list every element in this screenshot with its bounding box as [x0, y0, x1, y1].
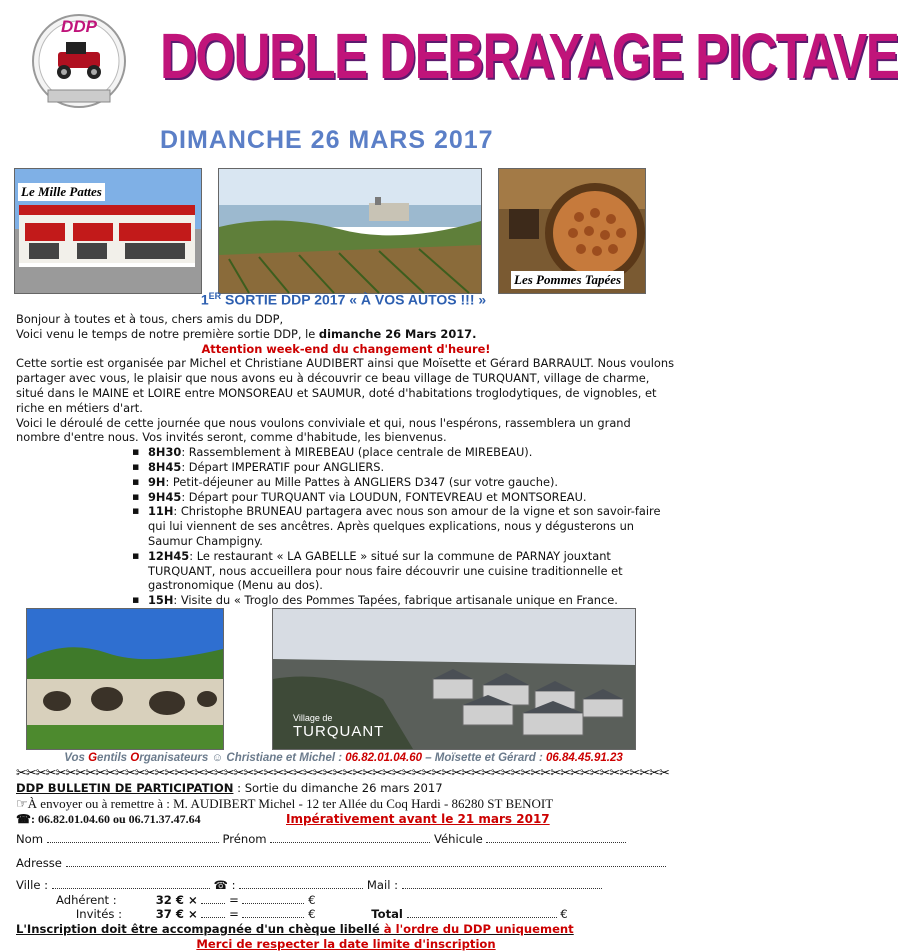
- organisers-paragraph: Cette sortie est organisée par Michel et Christiane AUDIBERT ainsi que Moïsette et Gérard BARRAULT. Nous voulons partager avec vous, le plaisir que nous avons eu à découvrir ce beau village de TURQUANT, village de charme, situé dans le MAINE et LOIRE entre MONSOREAU et SAUMUR, doté d'habitations troglodytiques, de vignobles, et riche en métiers d'art.: [16, 356, 674, 415]
- intro-line-date: dimanche 26 Mars 2017.: [318, 326, 477, 341]
- cut-line: ✂✂✂✂✂✂✂✂✂✂✂✂✂✂✂✂✂✂✂✂✂✂✂✂✂✂✂✂✂✂✂✂✂✂✂✂✂✂✂✂✂✂✂✂✂✂✂✂✂✂✂✂✂✂✂✂✂✂✂✂✂✂✂✂✂✂: [16, 766, 669, 781]
- org-rganisateurs: rganisateurs ☺ Christiane et Michel :: [139, 752, 346, 764]
- inscription-order: à l'ordre du DDP uniquement: [383, 922, 574, 936]
- schedule-time: 8H30: [148, 445, 182, 460]
- adherent-price: 32 € ×: [155, 893, 198, 907]
- adherent-row: [56, 893, 316, 907]
- inscription-text: L'Inscription doit être accompagnée d'un chèque libellé: [16, 922, 384, 936]
- inscription-note: [16, 922, 574, 936]
- schedule-item: [128, 475, 676, 490]
- vehicule-field[interactable]: [486, 832, 626, 843]
- event-date: DIMANCHE 26 MARS 2017: [160, 126, 494, 154]
- invites-qty[interactable]: [201, 907, 225, 918]
- contact-phones: ☎: 06.82.01.04.60 ou 06.71.37.47.64: [16, 812, 201, 826]
- name-row: [16, 832, 626, 846]
- troglo-photo: [26, 608, 224, 750]
- mail-label: Mail :: [366, 878, 399, 892]
- schedule-list: [16, 445, 676, 608]
- bulletin-heading: [16, 781, 443, 795]
- pommes-caption: Les Pommes Tapées: [511, 271, 624, 289]
- adherent-euro: €: [308, 893, 316, 907]
- city-row: [16, 878, 602, 892]
- schedule-text: : Départ pour TURQUANT via LOUDUN, FONTEVREAU et MONTSOREAU.: [181, 489, 587, 504]
- schedule-text: : Le restaurant « LA GABELLE » situé sur la commune de PARNAY jouxtant TURQUANT, nous accueillera pour nous faire découvrir une cuisine traditionnelle et gastronomique (Menu au dos).: [148, 548, 623, 593]
- logo-text: DDP: [61, 17, 97, 36]
- nom-field[interactable]: [47, 832, 219, 843]
- organizers-line: [0, 752, 687, 764]
- organizer-phone-1: 06.82.01.04.60: [345, 752, 423, 764]
- restaurant-photo: [14, 168, 202, 294]
- org-o: O: [130, 752, 140, 764]
- total-euro: €: [560, 907, 568, 921]
- adresse-field[interactable]: [66, 856, 666, 867]
- schedule-text: : Visite du « Troglo des Pommes Tapées, fabrique artisanale unique en France.: [173, 593, 618, 608]
- organizer-phone-2: 06.84.45.91.23: [546, 752, 623, 764]
- schedule-text: : Petit-déjeuner au Mille Pattes à ANGLIERS D347 (sur votre gauche).: [165, 474, 559, 489]
- org-g: G: [88, 752, 98, 764]
- headline-ordinal-sup: ER: [208, 291, 222, 301]
- invites-euro: €: [308, 907, 316, 921]
- schedule-item: [128, 460, 676, 475]
- adresse-label: Adresse: [16, 856, 62, 870]
- total-field[interactable]: [407, 907, 557, 918]
- adherent-label: Adhérent :: [56, 893, 117, 907]
- headline-ordinal: 1: [200, 291, 209, 308]
- schedule-item: [128, 504, 676, 548]
- mail-field[interactable]: [402, 878, 602, 889]
- intro-line: [16, 327, 676, 342]
- schedule-text: : Rassemblement à MIREBEAU (place centrale de MIREBEAU).: [181, 445, 533, 460]
- adherent-equals: =: [229, 893, 239, 907]
- invites-price: 37 € ×: [155, 907, 198, 921]
- page-title: DOUBLE DEBRAYAGE PICTAVE: [160, 20, 898, 92]
- deadline: Impérativement avant le 21 mars 2017: [286, 812, 550, 826]
- schedule-item: [128, 445, 676, 460]
- invites-row: [56, 907, 568, 921]
- landscape-photo: [218, 168, 482, 294]
- schedule-item: [128, 490, 676, 505]
- schedule-text: : Départ IMPERATIF pour ANGLIERS.: [181, 459, 385, 474]
- schedule-time: 12H45: [148, 548, 190, 563]
- ville-label: Ville :: [16, 878, 49, 892]
- greeting: Bonjour à toutes et à tous, chers amis du DDP,: [16, 312, 284, 326]
- nom-label: Nom: [16, 832, 44, 846]
- merci-note: Merci de respecter la date limite d'inscription: [196, 937, 496, 951]
- address-row: [16, 856, 666, 870]
- invites-equals: =: [229, 907, 239, 921]
- schedule-item: [128, 593, 676, 608]
- schedule-time: 9H: [148, 474, 166, 489]
- headline-text: SORTIE DDP 2017 « À VOS AUTOS !!! »: [221, 291, 487, 308]
- tel-field[interactable]: [239, 878, 363, 889]
- total-label: Total: [371, 907, 403, 921]
- programme-paragraph: Voici le déroulé de cette journée que nous voulons conviviale et qui, nous l'espérons, rassemblera un grand nombre d'entre nous. Vos invités seront, comme d'habitude, les bienvenus.: [16, 415, 631, 445]
- intro-line-text: Voici venu le temps de notre première sortie DDP, le: [16, 326, 319, 341]
- invites-label: Invités :: [75, 907, 122, 921]
- village-caption-big: TURQUANT: [293, 723, 385, 740]
- schedule-time: 8H45: [148, 459, 182, 474]
- org-entils: entils: [97, 752, 131, 764]
- village-photo: [272, 608, 636, 750]
- schedule-time: 15H: [148, 593, 174, 608]
- prenom-label: Prénom: [222, 832, 267, 846]
- bulletin-title: DDP BULLETIN DE PARTICIPATION: [16, 781, 234, 795]
- ville-field[interactable]: [52, 878, 210, 889]
- sortie-headline: [0, 291, 687, 308]
- vehicule-label: Véhicule: [433, 832, 483, 846]
- letter-body: [16, 312, 676, 608]
- invites-amount[interactable]: [242, 907, 304, 918]
- pommes-photo: [498, 168, 646, 294]
- schedule-item: [128, 549, 676, 593]
- time-change-warning: Attention week-end du changement d'heure!: [201, 341, 491, 356]
- schedule-time: 11H: [148, 504, 174, 519]
- restaurant-caption: Le Mille Pattes: [18, 183, 105, 201]
- adherent-amount[interactable]: [242, 893, 304, 904]
- bulletin-subtitle: : Sortie du dimanche 26 mars 2017: [233, 781, 443, 795]
- adherent-qty[interactable]: [201, 893, 225, 904]
- village-caption-small: Village de: [293, 713, 333, 723]
- prenom-field[interactable]: [270, 832, 430, 843]
- org-middle: – Moïsette et Gérard :: [422, 752, 546, 764]
- send-to-address: ☞À envoyer ou à remettre à : M. AUDIBERT Michel - 12 ter Allée du Coq Hardi - 86280 ST BENOIT: [16, 796, 554, 811]
- ddp-logo: [26, 6, 132, 110]
- schedule-time: 9H45: [148, 489, 182, 504]
- schedule-text: : Christophe BRUNEAU partagera avec nous son amour de la vigne et son savoir-faire qui lui viennent de ses ancêtres. Après quelques explications, nous y dégusterons un Saumur Champigny.: [148, 504, 661, 548]
- tel-label: ☎ :: [213, 878, 236, 892]
- org-vos: Vos: [64, 752, 89, 764]
